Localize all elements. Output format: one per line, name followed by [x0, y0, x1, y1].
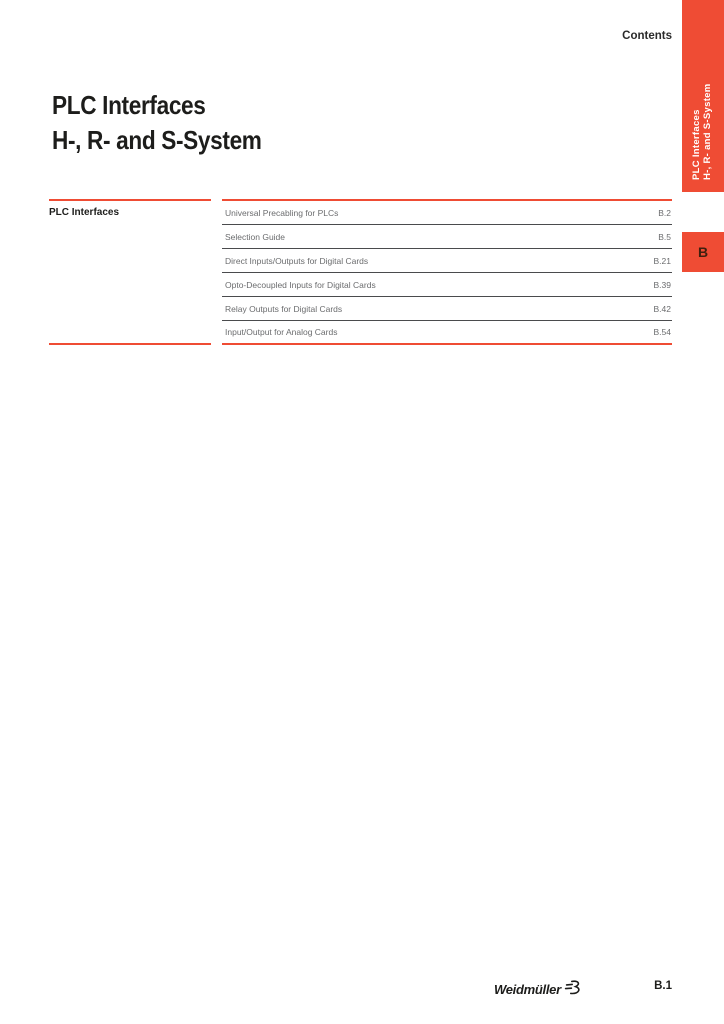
toc-row-page: B.21 [653, 255, 671, 266]
toc-row-page: B.54 [653, 327, 671, 337]
brand-logo-text: Weidmüller [494, 982, 561, 997]
toc-row[interactable] [222, 249, 672, 273]
toc-row-label: Selection Guide [225, 231, 286, 242]
weidmueller-logo-symbol-icon [564, 980, 581, 1000]
section-side-tab-label [692, 84, 713, 181]
toc-row-label: Universal Precabling for PLCs [225, 207, 339, 218]
contents-label: Contents [622, 30, 672, 42]
toc-row[interactable] [222, 273, 672, 297]
toc-row-label: Relay Outputs for Digital Cards [225, 303, 343, 314]
section-letter-tab[interactable] [682, 232, 724, 272]
toc-row-page: B.5 [658, 231, 671, 242]
toc-section-bottom-rule [49, 343, 211, 345]
toc-row-label: Direct Inputs/Outputs for Digital Cards [225, 255, 369, 266]
section-side-tab[interactable] [682, 0, 724, 192]
toc-row-page: B.42 [653, 303, 671, 314]
page-title-line2: H-, R- and S-System [52, 125, 262, 155]
side-tab-line1: PLC Interfaces [691, 109, 702, 180]
toc-row-page: B.39 [653, 279, 671, 290]
brand-logo [494, 979, 581, 1000]
toc-row-page: B.2 [658, 207, 671, 218]
page-title-line1: PLC Interfaces [52, 90, 206, 120]
toc-section-label: PLC Interfaces [49, 207, 120, 218]
toc-row-label: Opto-Decoupled Inputs for Digital Cards [225, 279, 376, 290]
toc-row-label: Input/Output for Analog Cards [225, 327, 338, 337]
toc-section-column [49, 199, 211, 218]
toc-row[interactable] [222, 201, 672, 225]
toc-row[interactable] [222, 297, 672, 321]
toc-row[interactable] [222, 225, 672, 249]
toc-row[interactable] [222, 321, 672, 345]
section-letter: B [697, 244, 709, 260]
page-number: B.1 [654, 980, 672, 992]
side-tab-line2: H-, R- and S-System [701, 83, 713, 180]
page-title [52, 88, 262, 158]
toc-list [222, 199, 672, 345]
